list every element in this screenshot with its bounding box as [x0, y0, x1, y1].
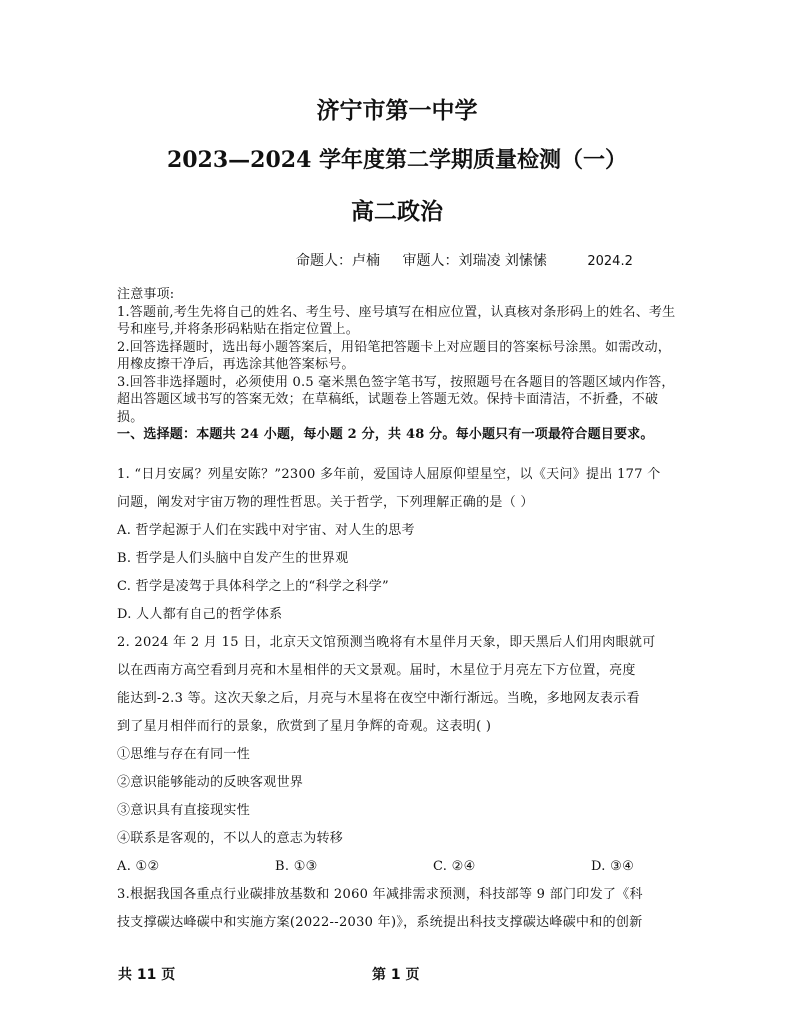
- school-title: 济宁市第一中学: [316, 97, 478, 124]
- author-line: [296, 250, 651, 270]
- footer-page-number: 第 1 页: [372, 967, 420, 983]
- question-3-line: 技支撑碳达峰碳中和实施方案(2022--2030 年)》，系统提出科技支撑碳达峰碳中和的创新: [117, 915, 643, 930]
- section-heading: 一、选择题：本题共 24 小题，每小题 2 分，共 48 分。每小题只有一项最符合题目要求。: [117, 427, 654, 442]
- question-1-line: 问题，阐发对宇宙万物的理性哲思。关于哲学，下列理解正确的是（ ）: [117, 495, 534, 510]
- question-1-option-a: A. 哲学起源于人们在实践中对宇宙、对人生的思考: [117, 523, 415, 538]
- question-2-choice-d: D. ③④: [591, 859, 635, 874]
- question-1-option-d: D. 人人都有自己的哲学体系: [117, 607, 283, 622]
- question-2-choice-a: A. ①②: [117, 859, 160, 874]
- notice-block: [117, 286, 677, 444]
- question-1-line: 1. “日月安属？列星安陈？”2300 多年前，爱国诗人屈原仰望星空，以《天问》提出 177 个: [117, 467, 661, 482]
- author: 命题人：卢楠: [296, 253, 380, 269]
- question-2-statement-2: ②意识能够能动的反映客观世界: [117, 775, 304, 790]
- question-2-statement-1: ①思维与存在有同一性: [117, 747, 251, 762]
- question-2-statement-4: ④联系是客观的，不以人的意志为转移: [117, 831, 344, 846]
- questions-block: [117, 461, 682, 937]
- question-2-choice-b: B. ①③: [275, 859, 318, 874]
- date: 2024.2: [587, 254, 633, 269]
- question-2-line: 2. 2024 年 2 月 15 日，北京天文馆预测当晚将有木星伴月天象，即天黑后人们用肉眼就可: [117, 635, 656, 650]
- notice-item: 3.回答非选择题时，必须使用 0.5 毫米黑色签字笔书写，按照题号在各题目的答题区域内作答，超出答题区域书写的答案无效；在草稿纸，试题卷上答题无效。保持卡面清洁，不折叠，不破损。: [117, 374, 675, 425]
- notice-item: 2.回答选择题时，选出每小题答案后，用铅笔把答题卡上对应题目的答案标号涂黑。如需改动，用橡皮擦干净后，再选涂其他答案标号。: [117, 339, 672, 372]
- notice-item: 1.答题前,考生先将自己的姓名、考生号、座号填写在相应位置，认真核对条形码上的姓名、考生号和座号,并将条形码粘贴在指定位置上。: [117, 304, 676, 337]
- question-2-line: 能达到-2.3 等。这次天象之后，月亮与木星将在夜空中渐行渐远。当晚，多地网友表示看: [117, 691, 640, 706]
- subject-title: 高二政治: [351, 198, 443, 225]
- question-2-choice-c: C. ②④: [433, 859, 476, 874]
- notice-title: 注意事项:: [117, 287, 175, 302]
- question-2-statement-3: ③意识具有直接现实性: [117, 803, 251, 818]
- question-1-option-b: B. 哲学是人们头脑中自发产生的世界观: [117, 551, 349, 566]
- question-2-line: 以在西南方高空看到月亮和木星相伴的天文景观。届时，木星位于月亮左下方位置，亮度: [117, 663, 636, 678]
- footer-total-pages: 共 11 页: [118, 967, 176, 983]
- question-1-option-c: C. 哲学是凌驾于具体科学之上的“科学之科学”: [117, 579, 389, 594]
- exam-title: 2023—2024 学年度第二学期质量检测（一）: [166, 147, 628, 173]
- reviewer: 审题人：刘瑞凌 刘愫愫: [402, 253, 547, 269]
- question-2-line: 到了星月相伴而行的景象，欣赏到了星月争辉的奇观。这表明( ): [117, 719, 492, 734]
- question-3-line: 3.根据我国各重点行业碳排放基数和 2060 年减排需求预测，科技部等 9 部门印发了《科: [117, 887, 643, 902]
- question-2-choices: [117, 853, 682, 881]
